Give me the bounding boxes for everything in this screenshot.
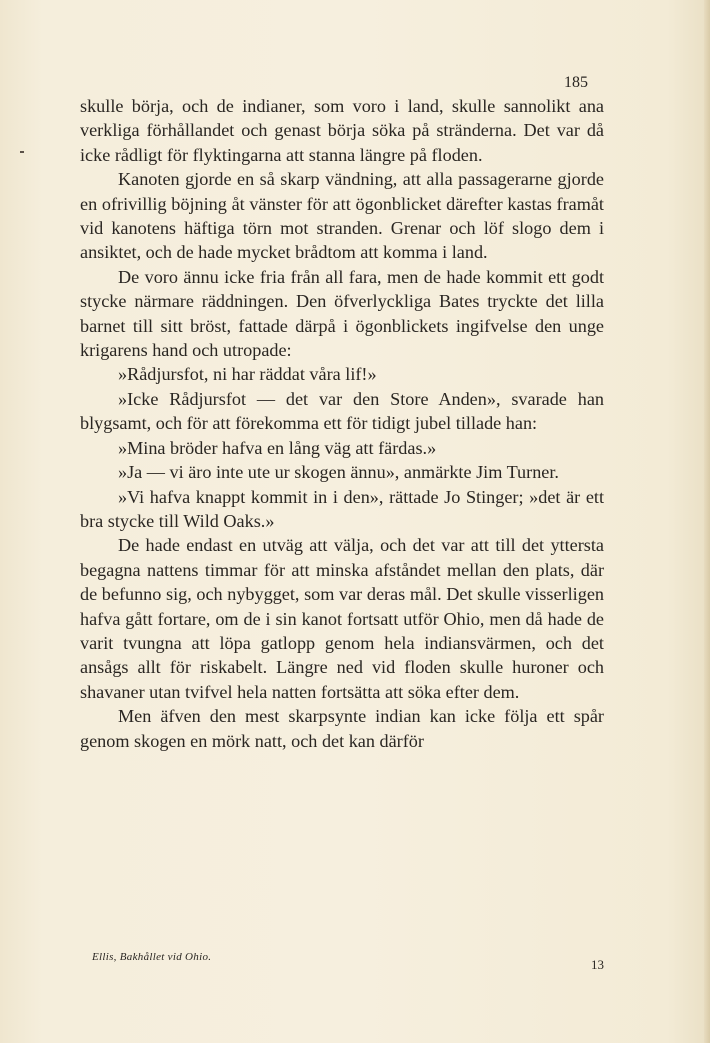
page-footer	[92, 951, 604, 971]
body-text	[80, 94, 604, 753]
page-edge	[704, 0, 710, 1043]
page-number: 185	[564, 74, 588, 91]
paragraph: De voro ännu icke fria från all fara, men de hade kommit ett godt stycke närmare räddningen. Den öfverlyckliga Bates tryckte det lilla barnet till sitt bröst, fattade därpå i ögonblickets ingifvelse den unge krigarens hand och utropade:	[80, 266, 604, 361]
margin-mark	[20, 151, 24, 153]
paragraph: skulle börja, och de indianer, som voro i land, skulle sannolikt ana verkliga förhållandet och genast börja söka på stränderna. Det var då icke rådligt för flyktingarna att stanna längre på floden.	[80, 96, 604, 165]
paragraph: »Rådjursfot, ni har räddat våra lif!»	[118, 364, 377, 385]
paragraph: »Vi hafva knappt kommit in i den», rättade Jo Stinger; »det är ett bra stycke till Wild Oaks.»	[80, 486, 604, 531]
paragraph: »Mina bröder hafva en lång väg att färdas.»	[118, 437, 437, 458]
paragraph: Kanoten gjorde en så skarp vändning, att alla passagerarne gjorde en ofrivillig böjning åt vänster för att ögonblicket därefter kastas framåt vid kanotens häftiga törn mot stranden. Grenar och löf slogo dem i ansiktet, och de hade mycket brådtom att komma i land.	[80, 169, 604, 263]
paragraph: De hade endast en utväg att välja, och det var att till det yttersta begagna nattens timmar för att minska afståndet mellan den plats, där de befunno sig, och nybygget, som var deras mål. Det skulle visserligen hafva gått fortare, om de i sin kanot fortsatt utför Ohio, men då hade de varit tvungna att löpa gatlopp genom hela indiansvärmen, och det ansågs allt för riskabelt. Längre ned vid floden skulle huroner och shavaner utan tvifvel hela natten fortsätta att söka efter dem.	[80, 535, 604, 702]
signature-mark: 13	[591, 957, 604, 972]
footer-source-title: Ellis, Bakhållet vid Ohio.	[92, 951, 212, 963]
paragraph: Men äfven den mest skarpsynte indian kan icke följa ett spår genom skogen en mörk natt, och det kan därför	[80, 706, 604, 751]
paragraph: »Icke Rådjursfot — det var den Store Anden», svarade han blygsamt, och för att förekomma ett för tidigt jubel tillade han:	[80, 388, 604, 434]
paragraph: »Ja — vi äro inte ute ur skogen ännu», anmärkte Jim Turner.	[118, 462, 559, 483]
